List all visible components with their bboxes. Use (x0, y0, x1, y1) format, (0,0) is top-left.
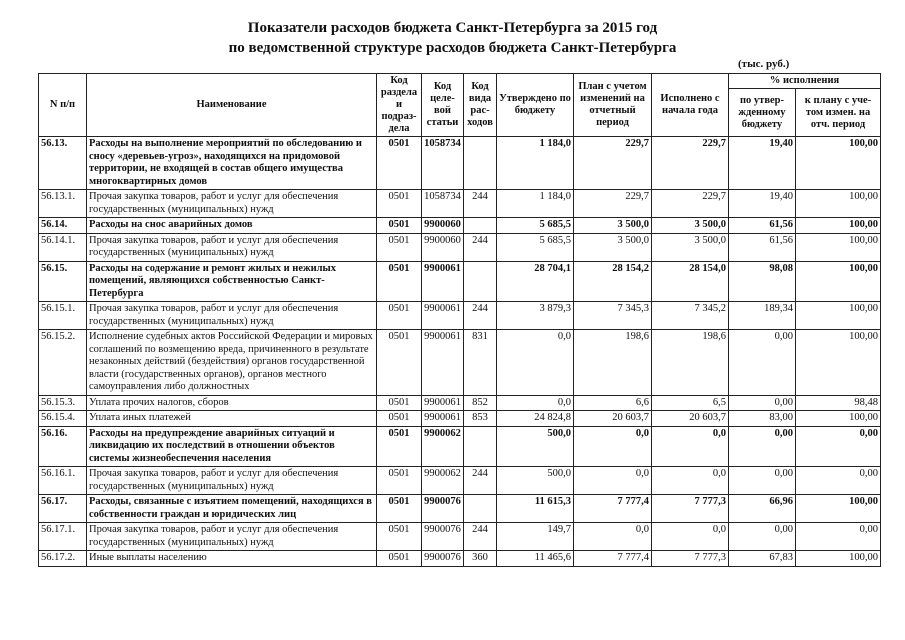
row-kod-statyi: 9900061 (422, 330, 464, 396)
row-number: 56.15.1. (39, 302, 87, 330)
row-plan: 229,7 (574, 137, 652, 190)
row-kod-razdela: 0501 (377, 233, 422, 261)
row-utverzhdeno: 0,0 (497, 330, 574, 396)
table-row (39, 395, 881, 411)
row-utverzhdeno: 1 184,0 (497, 190, 574, 218)
row-utverzhdeno: 149,7 (497, 523, 574, 551)
row-pct-utv: 61,56 (729, 218, 796, 234)
header-pct-group: % исполнения (729, 74, 881, 89)
row-kod-statyi: 9900061 (422, 411, 464, 427)
row-pct-utv: 67,83 (729, 551, 796, 567)
row-plan: 7 777,4 (574, 551, 652, 567)
row-kod-vida: 360 (464, 551, 497, 567)
row-utverzhdeno: 3 879,3 (497, 302, 574, 330)
row-ispolneno: 28 154,0 (652, 261, 729, 302)
row-plan: 0,0 (574, 523, 652, 551)
row-kod-vida: 244 (464, 467, 497, 495)
row-pct-plan: 100,00 (796, 233, 881, 261)
row-pct-plan: 100,00 (796, 330, 881, 396)
row-name: Иные выплаты населению (87, 551, 377, 567)
row-utverzhdeno: 11 615,3 (497, 495, 574, 523)
row-pct-plan: 0,00 (796, 426, 881, 467)
row-pct-plan: 100,00 (796, 551, 881, 567)
table-row (39, 302, 881, 330)
table-row (39, 190, 881, 218)
row-ispolneno: 198,6 (652, 330, 729, 396)
row-plan: 0,0 (574, 426, 652, 467)
table-row (39, 551, 881, 567)
row-utverzhdeno: 11 465,6 (497, 551, 574, 567)
row-number: 56.14.1. (39, 233, 87, 261)
row-ispolneno: 3 500,0 (652, 218, 729, 234)
table-row (39, 330, 881, 396)
header-plan: План с учетом изменений на отчетный период (574, 74, 652, 137)
row-kod-vida (464, 218, 497, 234)
row-name: Расходы на выполнение мероприятий по обследованию и сносу «деревьев-угроз», находящихся на придомовой территории, не входящей в состав общего имущества многоквартирных домов (87, 137, 377, 190)
row-pct-plan: 100,00 (796, 495, 881, 523)
row-kod-statyi: 9900076 (422, 551, 464, 567)
row-kod-statyi: 9900061 (422, 395, 464, 411)
row-pct-utv: 189,34 (729, 302, 796, 330)
row-ispolneno: 7 345,2 (652, 302, 729, 330)
row-kod-statyi: 9900061 (422, 302, 464, 330)
table-row (39, 523, 881, 551)
row-pct-plan: 100,00 (796, 302, 881, 330)
report-title: Показатели расходов бюджета Санкт-Петербурга за 2015 год (247, 20, 658, 36)
row-kod-razdela: 0501 (377, 426, 422, 467)
row-pct-plan: 100,00 (796, 137, 881, 190)
row-plan: 0,0 (574, 467, 652, 495)
row-number: 56.15. (39, 261, 87, 302)
row-kod-vida (464, 137, 497, 190)
row-kod-razdela: 0501 (377, 467, 422, 495)
header-kod-statyi: Код целе-вой статьи (422, 74, 464, 137)
row-name: Расходы на снос аварийных домов (87, 218, 377, 234)
header-num: N п/п (39, 74, 87, 137)
row-pct-utv: 0,00 (729, 330, 796, 396)
row-name: Исполнение судебных актов Российской Федерации и мировых соглашений по возмещению вреда, причиненного в результате незаконных действий (бездействия) органов государственной власти (государственных органов), органов местного самоуправления либо должностных (87, 330, 377, 396)
row-utverzhdeno: 28 704,1 (497, 261, 574, 302)
row-plan: 229,7 (574, 190, 652, 218)
row-name: Расходы на предупреждение аварийных ситуаций и ликвидацию их последствий в отношении объектов системы жизнеобеспечения населения (87, 426, 377, 467)
row-number: 56.16. (39, 426, 87, 467)
row-kod-vida: 244 (464, 190, 497, 218)
row-kod-vida: 244 (464, 523, 497, 551)
row-pct-utv: 83,00 (729, 411, 796, 427)
row-plan: 7 345,3 (574, 302, 652, 330)
row-number: 56.13.1. (39, 190, 87, 218)
header-ispolneno: Исполнено с начала года (652, 74, 729, 137)
row-plan: 3 500,0 (574, 218, 652, 234)
table-row (39, 426, 881, 467)
row-utverzhdeno: 24 824,8 (497, 411, 574, 427)
row-kod-razdela: 0501 (377, 261, 422, 302)
row-kod-vida (464, 495, 497, 523)
row-kod-statyi: 9900076 (422, 495, 464, 523)
header-kod-razdela: Код раздела и подраз-дела (377, 74, 422, 137)
row-kod-statyi: 9900062 (422, 467, 464, 495)
row-number: 56.17.2. (39, 551, 87, 567)
row-pct-utv: 61,56 (729, 233, 796, 261)
row-kod-statyi: 1058734 (422, 190, 464, 218)
row-ispolneno: 0,0 (652, 467, 729, 495)
table-row (39, 137, 881, 190)
row-kod-vida: 244 (464, 233, 497, 261)
row-name: Прочая закупка товаров, работ и услуг для обеспечения государственных (муниципальных) нужд (87, 523, 377, 551)
table-row (39, 233, 881, 261)
report-subtitle: по ведомственной структуре расходов бюджета Санкт-Петербурга (228, 40, 677, 56)
row-kod-statyi: 9900060 (422, 233, 464, 261)
header-name: Наименование (87, 74, 377, 137)
row-pct-utv: 0,00 (729, 426, 796, 467)
row-pct-utv: 0,00 (729, 395, 796, 411)
table-row (39, 218, 881, 234)
row-utverzhdeno: 1 184,0 (497, 137, 574, 190)
row-number: 56.17. (39, 495, 87, 523)
row-kod-statyi: 9900076 (422, 523, 464, 551)
row-pct-utv: 98,08 (729, 261, 796, 302)
row-ispolneno: 6,5 (652, 395, 729, 411)
row-name: Расходы на содержание и ремонт жилых и нежилых помещений, являющихся собственностью Санкт-Петербурга (87, 261, 377, 302)
row-kod-statyi: 9900060 (422, 218, 464, 234)
row-plan: 198,6 (574, 330, 652, 396)
header-utverzhdeno: Утверждено по бюджету (497, 74, 574, 137)
row-number: 56.14. (39, 218, 87, 234)
row-utverzhdeno: 0,0 (497, 395, 574, 411)
row-plan: 28 154,2 (574, 261, 652, 302)
row-pct-utv: 19,40 (729, 190, 796, 218)
row-kod-vida: 852 (464, 395, 497, 411)
row-pct-utv: 66,96 (729, 495, 796, 523)
row-number: 56.15.2. (39, 330, 87, 396)
row-ispolneno: 0,0 (652, 523, 729, 551)
row-name: Расходы, связанные с изъятием помещений, находящихся в собственности граждан и юридических лиц (87, 495, 377, 523)
row-kod-statyi: 1058734 (422, 137, 464, 190)
row-kod-razdela: 0501 (377, 395, 422, 411)
row-number: 56.13. (39, 137, 87, 190)
row-number: 56.17.1. (39, 523, 87, 551)
row-plan: 6,6 (574, 395, 652, 411)
row-pct-plan: 0,00 (796, 467, 881, 495)
row-pct-utv: 0,00 (729, 523, 796, 551)
row-kod-razdela: 0501 (377, 495, 422, 523)
row-name: Прочая закупка товаров, работ и услуг для обеспечения государственных (муниципальных) нужд (87, 233, 377, 261)
row-ispolneno: 20 603,7 (652, 411, 729, 427)
row-kod-razdela: 0501 (377, 302, 422, 330)
row-plan: 20 603,7 (574, 411, 652, 427)
row-name: Прочая закупка товаров, работ и услуг для обеспечения государственных (муниципальных) нужд (87, 302, 377, 330)
row-kod-vida (464, 261, 497, 302)
row-kod-statyi: 9900061 (422, 261, 464, 302)
table-row (39, 467, 881, 495)
row-name: Прочая закупка товаров, работ и услуг для обеспечения государственных (муниципальных) нужд (87, 467, 377, 495)
row-pct-plan: 100,00 (796, 411, 881, 427)
row-kod-vida (464, 426, 497, 467)
units-label: (тыс. руб.) (738, 58, 790, 70)
row-utverzhdeno: 500,0 (497, 426, 574, 467)
row-ispolneno: 7 777,3 (652, 495, 729, 523)
row-kod-razdela: 0501 (377, 551, 422, 567)
row-ispolneno: 229,7 (652, 190, 729, 218)
row-ispolneno: 229,7 (652, 137, 729, 190)
row-ispolneno: 3 500,0 (652, 233, 729, 261)
row-utverzhdeno: 5 685,5 (497, 233, 574, 261)
row-ispolneno: 7 777,3 (652, 551, 729, 567)
row-kod-razdela: 0501 (377, 411, 422, 427)
row-plan: 7 777,4 (574, 495, 652, 523)
row-utverzhdeno: 500,0 (497, 467, 574, 495)
table-row (39, 411, 881, 427)
row-pct-plan: 100,00 (796, 218, 881, 234)
row-number: 56.15.3. (39, 395, 87, 411)
row-kod-vida: 853 (464, 411, 497, 427)
row-kod-vida: 244 (464, 302, 497, 330)
row-pct-utv: 0,00 (729, 467, 796, 495)
table-row (39, 495, 881, 523)
row-pct-plan: 100,00 (796, 190, 881, 218)
budget-table (38, 73, 881, 567)
row-kod-razdela: 0501 (377, 218, 422, 234)
row-ispolneno: 0,0 (652, 426, 729, 467)
row-pct-plan: 0,00 (796, 523, 881, 551)
table-row (39, 261, 881, 302)
row-name: Уплата иных платежей (87, 411, 377, 427)
row-plan: 3 500,0 (574, 233, 652, 261)
row-pct-plan: 98,48 (796, 395, 881, 411)
header-pct-utv: по утвер-жденному бюджету (729, 89, 796, 137)
row-name: Прочая закупка товаров, работ и услуг для обеспечения государственных (муниципальных) нужд (87, 190, 377, 218)
row-pct-plan: 100,00 (796, 261, 881, 302)
header-kod-vida: Код вида рас-ходов (464, 74, 497, 137)
row-kod-razdela: 0501 (377, 190, 422, 218)
row-pct-utv: 19,40 (729, 137, 796, 190)
row-kod-vida: 831 (464, 330, 497, 396)
row-utverzhdeno: 5 685,5 (497, 218, 574, 234)
row-kod-statyi: 9900062 (422, 426, 464, 467)
row-number: 56.15.4. (39, 411, 87, 427)
row-number: 56.16.1. (39, 467, 87, 495)
row-kod-razdela: 0501 (377, 523, 422, 551)
row-kod-razdela: 0501 (377, 330, 422, 396)
row-name: Уплата прочих налогов, сборов (87, 395, 377, 411)
header-pct-plan: к плану с уче-том измен. на отч. период (796, 89, 881, 137)
row-kod-razdela: 0501 (377, 137, 422, 190)
